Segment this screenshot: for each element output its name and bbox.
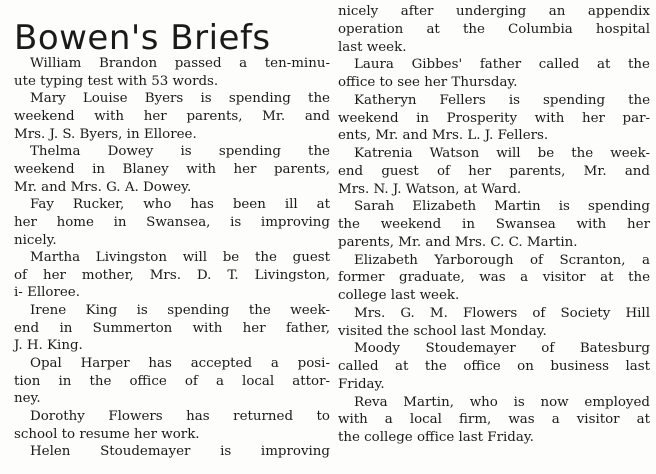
text-line: parents, Mr. and Mrs. C. C. Martin. [338, 234, 578, 250]
text-line: the college office last Friday. [338, 430, 534, 445]
text-line: ney. [14, 391, 41, 407]
text-line: called at the office on business last [338, 359, 650, 374]
text-line: Mary Louise Byers is spending the [30, 91, 330, 107]
text-line: Reva Martin, who is now employed [354, 394, 650, 410]
text-line: end guest of her parents, Mr. and [338, 163, 650, 179]
text-line: the weekend in Swansea with her [338, 217, 650, 232]
text-line: last week. [338, 39, 407, 55]
text-line: Thelma Dowey is spending the [30, 144, 330, 160]
text-line: William Brandon passed a ten-minu- [30, 56, 330, 71]
text-line: Dorothy Flowers has returned to [30, 409, 330, 424]
text-line: i- Elloree. [14, 285, 80, 301]
text-line: weekend with her parents, Mr. and [14, 108, 330, 124]
text-line: with a local firm, was a visitor at [338, 412, 650, 428]
text-line: J. H. King. [14, 338, 83, 354]
text-line: office to see her Thursday. [338, 75, 518, 90]
text-line: Fay Rucker, who has been ill at [30, 197, 330, 213]
text-line: Helen Stoudemayer is improving [30, 444, 330, 460]
text-line: of her mother, Mrs. D. T. Livingston, [14, 267, 330, 283]
text-line: ents, Mr. and Mrs. L. J. Fellers. [338, 128, 549, 144]
text-line: Mrs. G. M. Flowers of Society Hill [354, 305, 650, 321]
text-line: Laura Gibbes' father called at the [354, 57, 650, 73]
text-line: nicely. [14, 232, 57, 248]
headline: Bowen's Briefs [14, 18, 271, 58]
text-line: former graduate, was a visitor at the [338, 270, 650, 286]
text-line: Katheryn Fellers is spending the [354, 92, 650, 108]
text-line: Elizabeth Yarborough of Scranton, a [354, 252, 650, 268]
text-line: Mrs. J. S. Byers, in Elloree. [14, 126, 197, 142]
text-line: nicely after underging an appendix [338, 4, 650, 19]
text-line: Moody Stoudemayer of Batesburg [354, 341, 650, 357]
text-line: Irene King is spending the week- [30, 303, 330, 319]
text-line: ute typing test with 53 words. [14, 73, 219, 89]
text-line: tion in the office of a local attor- [14, 373, 330, 389]
text-line: school to resume her work. [14, 426, 200, 442]
text-line: Sarah Elizabeth Martin is spending [354, 199, 650, 215]
text-line: Martha Livingston will be the guest [30, 250, 330, 266]
text-line: Mrs. N. J. Watson, at Ward. [338, 181, 522, 197]
text-line: Katrenia Watson will be the week- [354, 146, 650, 161]
text-line: Friday. [338, 376, 385, 392]
text-line: Mr. and Mrs. G. A. Dowey. [14, 179, 192, 195]
text-line: operation at the Columbia hospital [338, 21, 650, 37]
text-line: Opal Harper has accepted a posi- [30, 356, 330, 372]
text-line: college last week. [338, 288, 460, 303]
text-line: end in Summerton with her father, [14, 320, 330, 336]
text-line: her home in Swansea, is improving [14, 214, 330, 230]
text-line: weekend in Prosperity with her par- [338, 110, 650, 126]
text-line: visited the school last Monday. [338, 323, 547, 339]
text-line: weekend in Blaney with her parents, [14, 161, 330, 177]
